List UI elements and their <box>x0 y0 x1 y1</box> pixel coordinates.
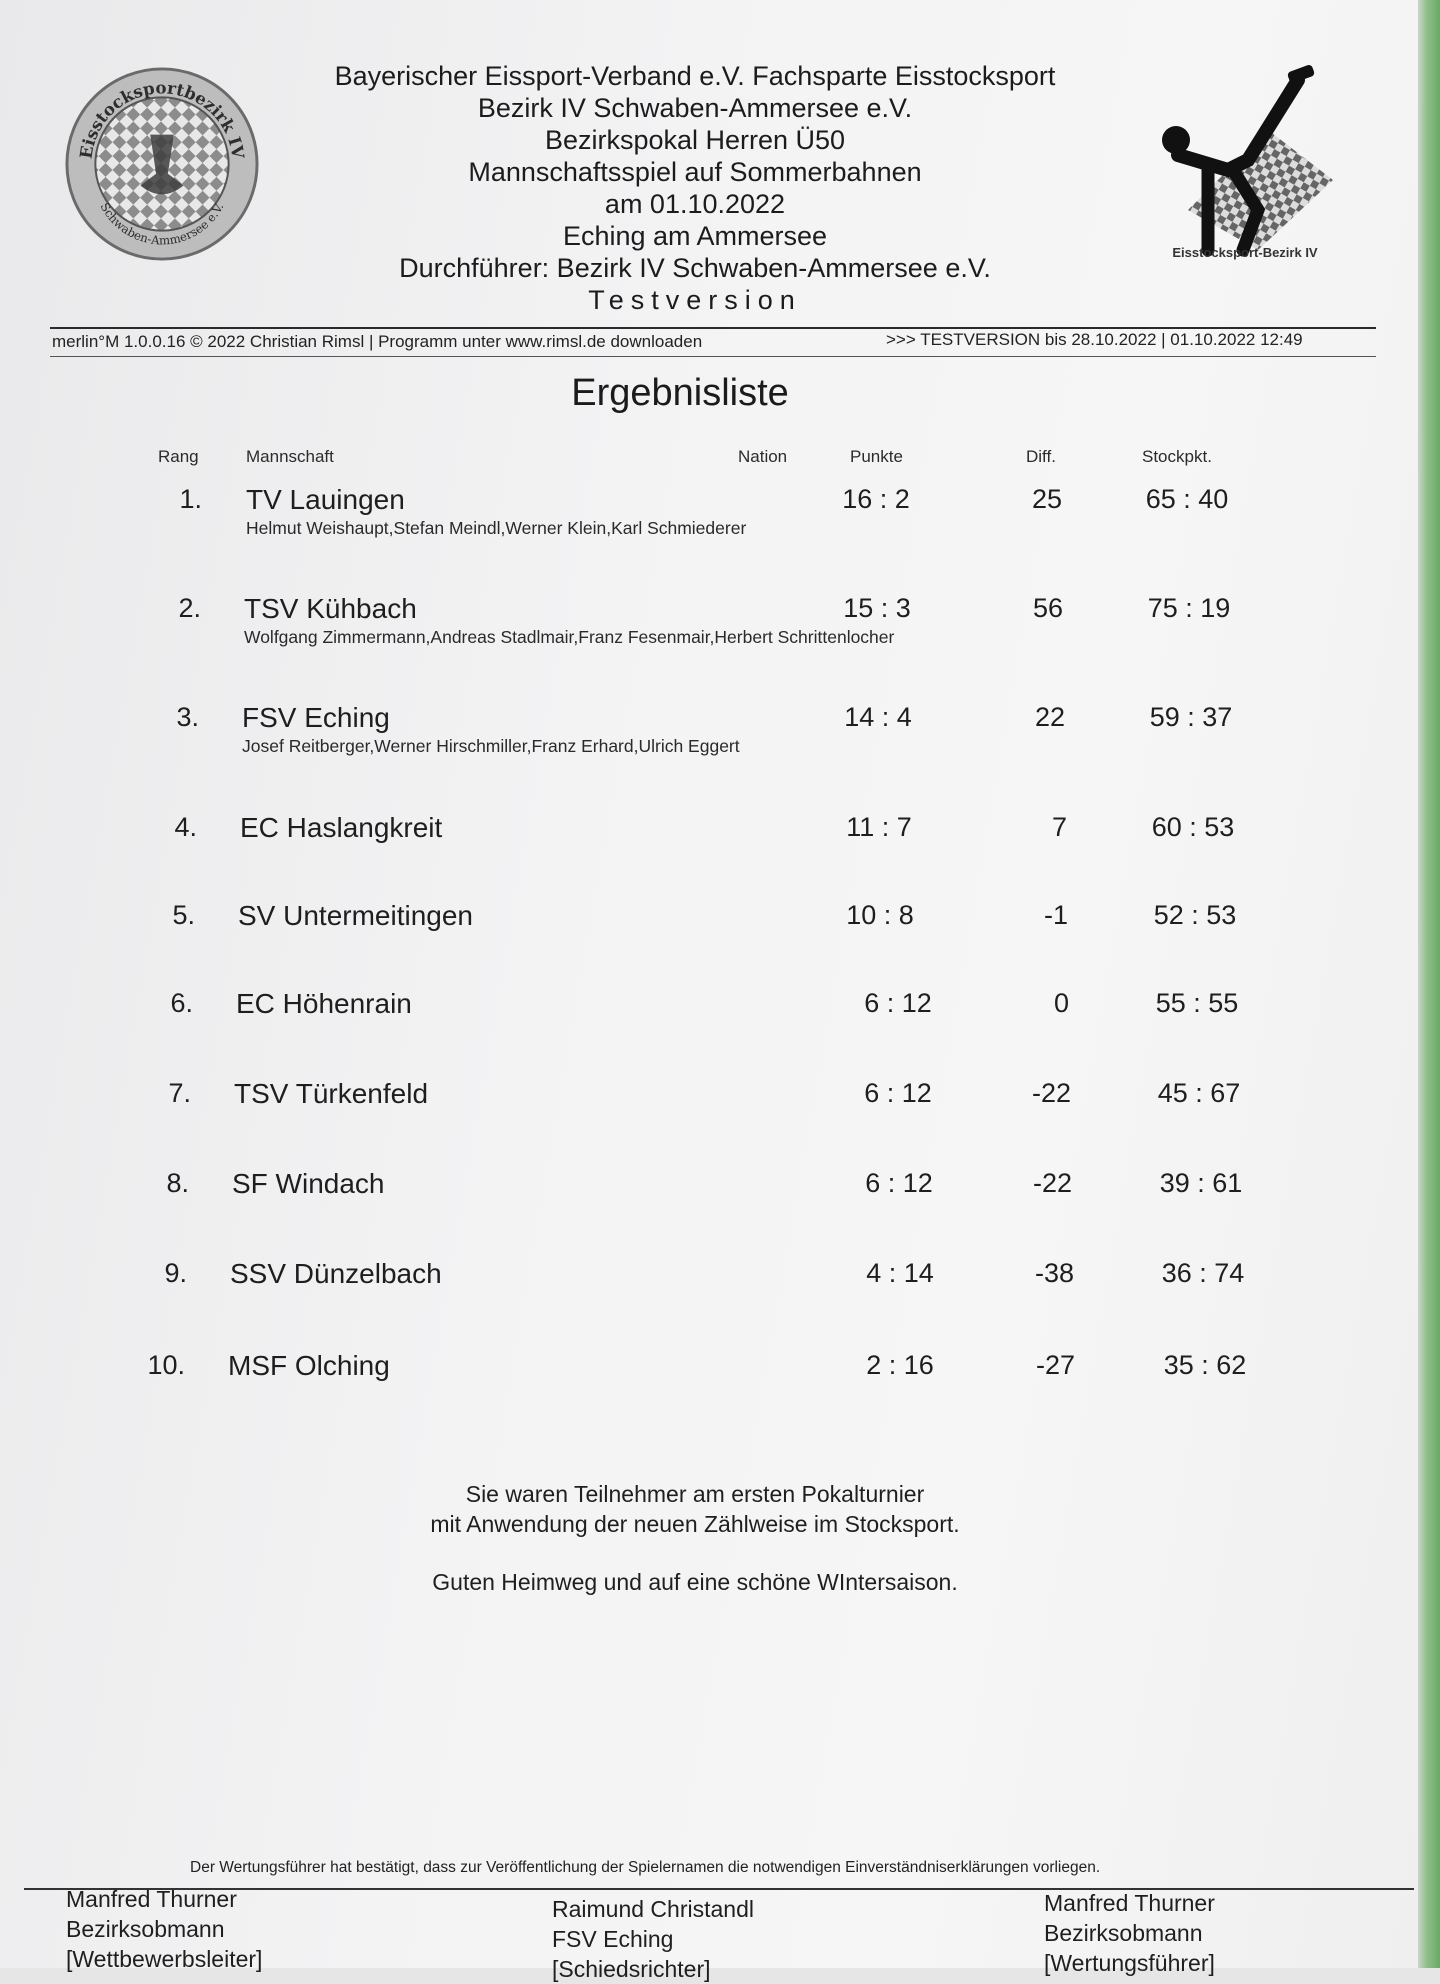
column-header-mannschaft: Mannschaft <box>246 447 334 466</box>
row-players: Helmut Weishaupt,Stefan Meindl,Werner Klein,Karl Schmiederer <box>246 518 747 538</box>
row-team: TV Lauingen <box>246 484 405 515</box>
column-header-rang: Rang <box>158 447 199 466</box>
result-row <box>0 812 1418 892</box>
row-team: SV Untermeitingen <box>238 900 474 931</box>
row-points: 4 : 14 <box>866 1258 934 1288</box>
row-points: 6 : 12 <box>864 1078 932 1108</box>
row-rank: 10. <box>147 1350 185 1380</box>
row-rank: 2. <box>178 593 201 623</box>
result-row <box>0 1078 1418 1158</box>
row-diff: 7 <box>1051 812 1067 842</box>
row-stockpoints: 75 : 19 <box>1147 593 1231 623</box>
eisstocksport-emblem-logo <box>1148 60 1348 270</box>
signature-name: Manfred Thurner <box>1044 1890 1215 1916</box>
page-title: Ergebnisliste <box>571 372 789 414</box>
signature-name: Raimund Christandl <box>552 1896 754 1922</box>
row-points: 14 : 4 <box>844 702 912 732</box>
software-credit: merlin°M 1.0.0.16 © 2022 Christian Rimsl | Programm unter www.rimsl.de downloaden <box>52 332 703 351</box>
row-rank: 5. <box>172 900 195 930</box>
column-header-stockpkt: Stockpkt. <box>1142 447 1212 466</box>
row-rank: 3. <box>176 702 199 732</box>
row-team: EC Höhenrain <box>236 988 412 1019</box>
row-diff: 25 <box>1031 484 1062 514</box>
signature-block-scorer <box>1044 1888 1215 1978</box>
seal-text-bottom: Schwaben-Ammersee e.V. <box>97 200 227 248</box>
closing-note <box>330 1479 1060 1539</box>
row-stockpoints: 55 : 55 <box>1155 988 1239 1018</box>
header-line-location: Eching am Ammersee <box>562 221 828 251</box>
row-points: 2 : 16 <box>866 1350 934 1380</box>
row-stockpoints: 36 : 74 <box>1161 1258 1245 1288</box>
farewell-note <box>330 1567 1060 1597</box>
result-row <box>0 1168 1418 1248</box>
row-points: 16 : 2 <box>842 484 910 514</box>
column-header-diff: Diff. <box>1026 447 1056 466</box>
row-diff: -1 <box>1043 900 1068 930</box>
row-diff: 56 <box>1032 593 1063 623</box>
row-stockpoints: 35 : 62 <box>1163 1350 1247 1380</box>
row-stockpoints: 60 : 53 <box>1151 812 1235 842</box>
row-diff: -22 <box>1031 1078 1071 1108</box>
testversion-label: Testversion <box>588 285 802 315</box>
column-header-nation: Nation <box>738 447 788 466</box>
row-points: 11 : 7 <box>846 812 912 842</box>
row-rank: 8. <box>166 1168 189 1198</box>
result-row <box>0 593 1418 673</box>
header-line-district: Bezirk IV Schwaben-Ammersee e.V. <box>477 93 913 123</box>
row-points: 6 : 12 <box>865 1168 933 1198</box>
result-row <box>0 702 1418 782</box>
result-row <box>0 900 1418 980</box>
row-team: TSV Kühbach <box>244 593 417 624</box>
row-rank: 6. <box>170 988 193 1018</box>
row-rank: 1. <box>179 484 202 514</box>
row-team: FSV Eching <box>242 702 390 733</box>
row-diff: 22 <box>1034 702 1065 732</box>
header-line-game-type: Mannschaftsspiel auf Sommerbahnen <box>468 157 922 187</box>
signature-function: [Schiedsrichter] <box>552 1956 711 1982</box>
row-stockpoints: 52 : 53 <box>1153 900 1237 930</box>
closing-line-1: Sie waren Teilnehmer am ersten Pokalturnier <box>465 1481 925 1507</box>
signature-function: [Wertungsführer] <box>1044 1950 1215 1976</box>
closing-line-3: Guten Heimweg und auf eine schöne WIntersaison. <box>432 1569 958 1595</box>
header-rule <box>50 327 1376 329</box>
row-stockpoints: 65 : 40 <box>1145 484 1229 514</box>
header-line-association: Bayerischer Eissport-Verband e.V. Fachsparte Eisstocksport <box>334 61 1056 91</box>
closing-line-2: mit Anwendung der neuen Zählweise im Stocksport. <box>430 1511 960 1537</box>
result-row <box>0 1258 1418 1338</box>
signature-function: [Wettbewerbsleiter] <box>66 1946 263 1972</box>
row-points: 15 : 3 <box>843 593 911 623</box>
row-stockpoints: 59 : 37 <box>1149 702 1233 732</box>
row-diff: -38 <box>1034 1258 1074 1288</box>
row-team: SSV Dünzelbach <box>230 1258 442 1289</box>
row-stockpoints: 45 : 67 <box>1157 1078 1241 1108</box>
emblem-caption: Eisstocksport-Bezirk IV <box>1172 245 1318 260</box>
row-diff: 0 <box>1053 988 1069 1018</box>
row-stockpoints: 39 : 61 <box>1159 1168 1243 1198</box>
header-line-organizer: Durchführer: Bezirk IV Schwaben-Ammersee e.V. <box>399 253 991 283</box>
header-line-date: am 01.10.2022 <box>604 189 786 219</box>
header-line-cup: Bezirkspokal Herren Ü50 <box>544 125 846 155</box>
signature-role: Bezirksobmann <box>1044 1920 1203 1946</box>
row-points: 10 : 8 <box>846 900 914 930</box>
row-players: Josef Reitberger,Werner Hirschmiller,Franz Erhard,Ulrich Eggert <box>242 736 740 756</box>
seal-text-top: Eisstocksportbezirk IV <box>75 77 249 160</box>
row-team: MSF Olching <box>228 1350 390 1381</box>
document-header <box>280 60 1110 316</box>
row-rank: 4. <box>174 812 197 842</box>
meta-rule <box>50 356 1376 357</box>
signature-name: Manfred Thurner <box>66 1886 237 1912</box>
signature-role: Bezirksobmann <box>66 1916 225 1942</box>
column-header-punkte: Punkte <box>850 447 903 466</box>
consent-statement: Der Wertungsführer hat bestätigt, dass zur Veröffentlichung der Spielernamen die notwendigen Einverständniserklärungen vorliegen. <box>190 1859 1101 1876</box>
row-rank: 7. <box>168 1078 191 1108</box>
row-team: EC Haslangkreit <box>240 812 443 843</box>
result-row <box>0 988 1418 1068</box>
row-diff: -22 <box>1032 1168 1072 1198</box>
result-row <box>0 484 1418 564</box>
testversion-timestamp: >>> TESTVERSION bis 28.10.2022 | 01.10.2022 12:49 <box>886 330 1303 349</box>
signature-block-competition-leader <box>66 1884 262 1974</box>
signature-role: FSV Eching <box>552 1926 674 1952</box>
row-players: Wolfgang Zimmermann,Andreas Stadlmair,Franz Fesenmair,Herbert Schrittenlocher <box>244 627 895 647</box>
row-points: 6 : 12 <box>864 988 932 1018</box>
row-team: SF Windach <box>232 1168 385 1199</box>
result-row <box>0 1350 1418 1430</box>
row-diff: -27 <box>1035 1350 1075 1380</box>
row-team: TSV Türkenfeld <box>234 1078 429 1109</box>
signature-block-referee <box>552 1894 754 1984</box>
bezirk-seal-logo <box>64 66 260 262</box>
row-rank: 9. <box>164 1258 187 1288</box>
background-edge <box>1418 0 1440 1968</box>
